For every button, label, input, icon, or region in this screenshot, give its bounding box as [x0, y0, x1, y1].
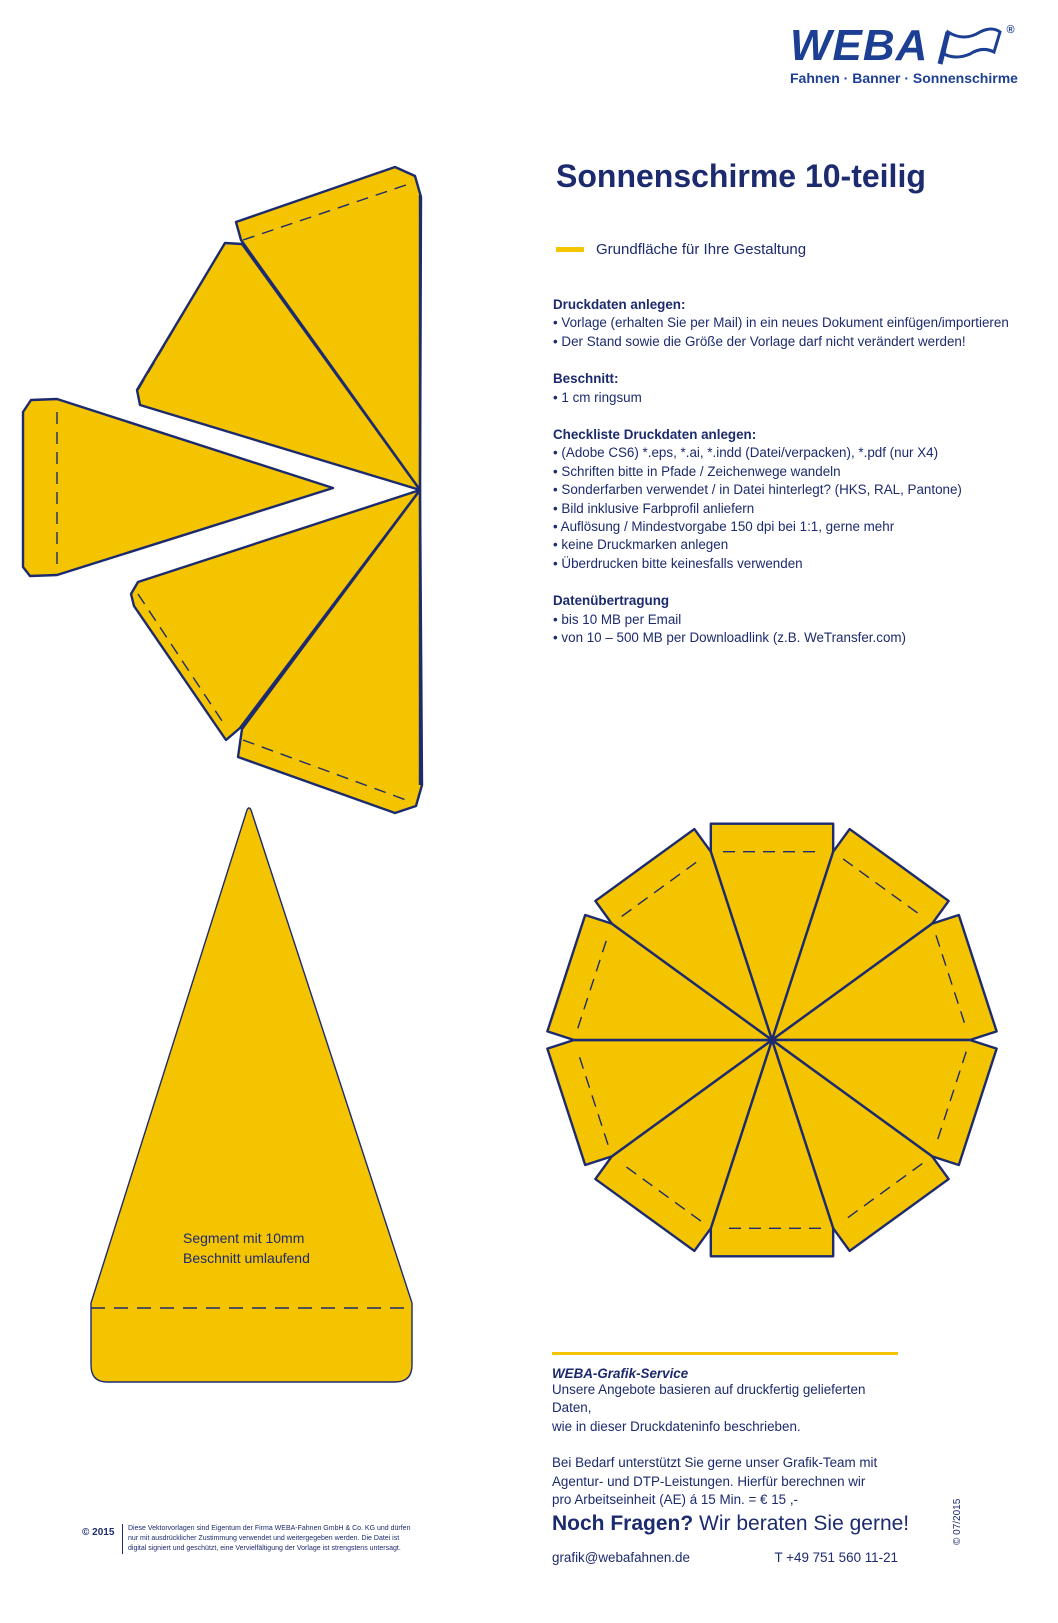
questions-headline	[552, 1512, 909, 1536]
service-text: Agentur- und DTP-Leistungen. Hierfür berechnen wir	[552, 1473, 866, 1489]
service-text: pro Arbeitseinheit (AE) á 15 Min. = € 15 ,-	[552, 1492, 798, 1508]
copyright: © 2015	[82, 1527, 115, 1538]
list-item: • Der Stand sowie die Größe der Vorlage darf nicht verändert werden!	[553, 333, 1033, 351]
service-rule	[552, 1352, 898, 1355]
segment-label-line: Beschnitt umlaufend	[183, 1250, 310, 1266]
section-heading: Datenübertragung	[553, 593, 670, 609]
service-text: Unsere Angebote basieren auf druckfertig gelieferten Daten,	[552, 1382, 866, 1416]
version-date: © 07/2015	[952, 1498, 963, 1545]
list-item: • (Adobe CS6) *.eps, *.ai, *.indd (Datei/verpacken), *.pdf (nur X4)	[553, 444, 1033, 462]
logo-tagline: Fahnen · Banner · Sonnenschirme	[790, 70, 1018, 86]
section-heading: Checkliste Druckdaten anlegen:	[553, 427, 757, 443]
legal-notice	[122, 1524, 458, 1554]
section-heading: Beschnitt:	[553, 371, 619, 387]
registered-mark: ®	[1006, 24, 1015, 36]
list-item: • von 10 – 500 MB per Downloadlink (z.B. WeTransfer.com)	[553, 629, 1033, 647]
service-heading: WEBA-Grafik-Service	[552, 1366, 689, 1381]
list-item: • 1 cm ringsum	[553, 389, 1033, 407]
questions-bold: Noch Fragen?	[552, 1512, 694, 1535]
list-item: • Auflösung / Mindestvorgabe 150 dpi bei 1:1, gerne mehr	[553, 518, 1033, 536]
list-item: • Schriften bitte in Pfade / Zeichenwege wandeln	[553, 463, 1033, 481]
service-text: Bei Bedarf unterstützt Sie gerne unser Grafik-Team mit	[552, 1455, 878, 1471]
list-item: • bis 10 MB per Email	[553, 611, 1033, 629]
contact-email[interactable]: grafik@webafahnen.de	[552, 1550, 690, 1565]
list-item: • Vorlage (erhalten Sie per Mail) in ein neues Dokument einfügen/importieren	[553, 314, 1033, 332]
logo-wordmark: WEBA	[790, 21, 929, 70]
list-item: • keine Druckmarken anlegen	[553, 536, 1033, 554]
contact-line	[552, 1550, 898, 1565]
list-item: • Bild inklusive Farbprofil anliefern	[553, 500, 1033, 518]
segment-label-line: Segment mit 10mm	[183, 1230, 305, 1246]
legal-line: nur mit ausdrücklicher Zustimmung verwendet und weitergegeben werden. Die Datei ist	[128, 1535, 400, 1542]
list-item: • Überdrucken bitte keinesfalls verwenden	[553, 555, 1033, 573]
legal-line: digital signiert und geschützt, eine Vervielfältigung der Vorlage ist strengstens untersagt.	[128, 1545, 401, 1552]
grafik-service	[552, 1352, 898, 1509]
list-item: • Sonderfarben verwendet / in Datei hinterlegt? (HKS, RAL, Pantone)	[553, 481, 1033, 499]
legend-label: Grundfläche für Ihre Gestaltung	[596, 241, 807, 258]
page-title: Sonnenschirme 10-teilig	[556, 158, 926, 194]
legal-line: Diese Vektorvorlagen sind Eigentum der Firma WEBA-Fahnen GmbH & Co. KG und dürfen	[128, 1525, 411, 1532]
service-text: wie in dieser Druckdateninfo beschrieben.	[552, 1418, 801, 1434]
section-heading: Druckdaten anlegen:	[553, 297, 686, 312]
questions-rest: Wir beraten Sie gerne!	[699, 1512, 910, 1535]
contact-phone: T +49 751 560 11-21	[774, 1550, 898, 1565]
